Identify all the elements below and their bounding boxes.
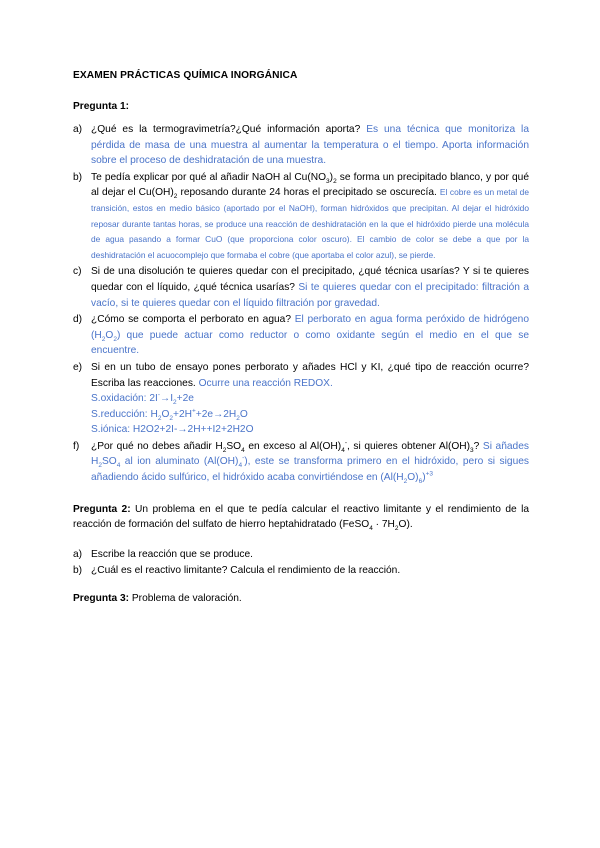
q1a-question: ¿Qué es la termogravimetría?¿Qué información aporta? [91, 124, 361, 135]
item-label: b) [73, 171, 83, 183]
question-1-heading: Pregunta 1: [73, 101, 130, 112]
q1e-answer: Ocurre una reacción REDOX. [198, 377, 333, 389]
item-label: d) [73, 314, 83, 326]
question-2-list [73, 547, 529, 579]
item-label: a) [73, 124, 83, 135]
q1-item-e [73, 360, 529, 438]
q2b-text: ¿Cuál es el reactivo limitante? Calcula el rendimiento de la reacción. [91, 565, 401, 577]
q1f-answer: Si añades $H_2SO_4$ al ion aluminato $(Al(OH)_4^-)$, este se transforma primero en el hidróxido, pero si sigues añadiendo ácido sulfúrico, el hidróxido acaba convirtiéndose en $(Al(H_2O)_6)^{+3}$ [91, 440, 529, 486]
item-label: f) [73, 440, 80, 452]
exam-page [73, 70, 529, 604]
exam-title: EXAMEN PRÁCTICAS QUÍMICA INORGÁNICA [73, 70, 298, 81]
question-1-list [73, 122, 529, 486]
q1c-question: Si de una disolución te quieres quedar con el precipitado, ¿qué técnica usarías? Y si te quieres quedar con el líquido, ¿qué técnica usarías? [91, 266, 529, 293]
q1-item-b [73, 170, 529, 264]
q1c-answer: Si te quieres quedar con el precipitado: filtración a vacío, si te quieres quedar con el líquido filtración por gravedad. [91, 281, 529, 309]
q1-item-d [73, 312, 529, 359]
q1a-answer: Es una técnica que monitoriza la pérdida de masa de una muestra al aumentar la temperatura o el tiempo. Aporta información sobre el proceso de deshidratación de una muestra. [91, 124, 529, 167]
q2-item-a [73, 547, 529, 563]
question-3 [73, 593, 529, 604]
q1-item-c [73, 264, 529, 311]
question-3-heading: Pregunta 3: [73, 593, 130, 605]
q1b-question: Te pedía explicar por qué al añadir NaOH al $Cu(NO_3)_2$ se forma un precipitado blanco, y por qué al dejar el $Cu(OH)_2$ reposando durante 24 horas el precipitado se oscurecía. [91, 171, 530, 201]
oxidation-half-reaction: S.oxidación: $2I^-\to I_2+2e$ [91, 391, 194, 407]
q1d-answer: El perborato en agua forma peróxido de hidrógeno $(H_2O_2)$ que puede actuar como reductor o como oxidante según el medio en el que se encuentre. [91, 314, 529, 357]
item-label: b) [73, 565, 83, 577]
q1f-question: ¿Por qué no debes añadir $H_2SO_4$ en exceso al $Al(OH)_4^-$, si quieres obtener $Al(OH)_3$? [91, 439, 480, 454]
question-2 [73, 502, 529, 533]
q1-item-a [73, 122, 529, 169]
question-2-heading: Pregunta 2: [73, 503, 131, 515]
reduction-half-reaction: S.reducción: $H_2O_2+2H^++2e\to 2H_2O$ [91, 407, 248, 422]
ionic-reaction: S.iónica: H2O2+2I-→2H++I2+2H2O [91, 424, 254, 436]
q1d-question: ¿Cómo se comporta el perborato en agua? [91, 314, 291, 326]
q1e-question: Si en un tubo de ensayo pones perborato y añades HCl y KI, ¿qué tipo de reacción ocurre? Escriba las reacciones. [91, 361, 529, 389]
q1b-answer: El cobre es un metal de transición, estos en medio básico (aportado por el NaOH), forman hidróxidos que precipitan. Al dejar el hidróxido reposar durante tantas horas, se produce una reacción de deshidratación en la que el hidróxido pierde una molécula de agua pasando a formar CuO (que proporciona color oscuro). El cambio de color se debe a que por la deshidratación el acuocomplejo que formaba el cobre (que aportaba el color azul), se pierde. [91, 187, 529, 260]
q2a-text: Escribe la reacción que se produce. [91, 548, 253, 560]
item-label: a) [73, 548, 83, 560]
q2-item-b [73, 563, 529, 579]
q1-item-f [73, 439, 529, 486]
question-3-text: Problema de valoración. [129, 593, 242, 605]
item-label: e) [73, 361, 83, 373]
question-2-text: Un problema en el que te pedía calcular el reactivo limitante y el rendimiento de la reacción de formación del sulfato de hierro heptahidratado (FeSO$_4$ · $7H_2O$). [73, 503, 529, 533]
item-label: c) [73, 266, 82, 278]
